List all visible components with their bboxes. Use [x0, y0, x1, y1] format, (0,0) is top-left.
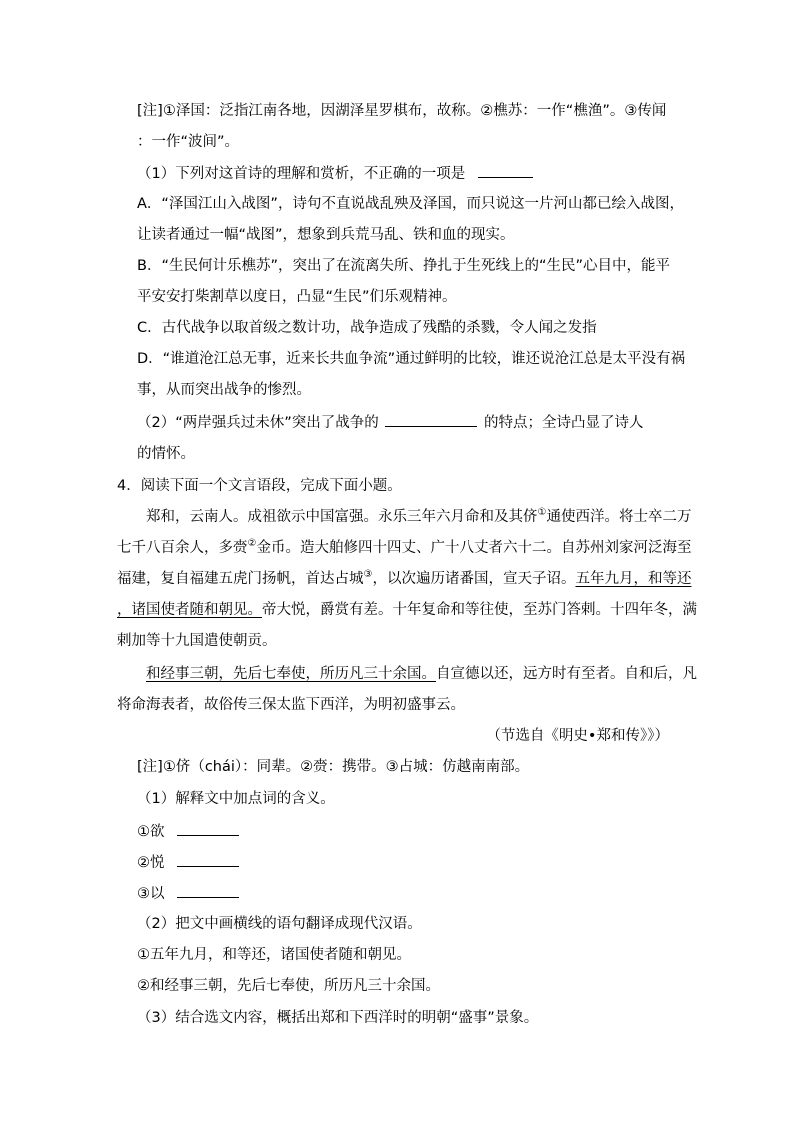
passage-text: 七千八百余人，多赍: [117, 540, 248, 556]
translate-item-2: ②和经事三朝，先后七奉使，所历凡三十余国。: [137, 978, 440, 994]
option-c-line1: C．古代战争以取首级之数计功，战争造成了残酷的杀戮，令人闻之发指: [137, 320, 597, 336]
option-b-line1: B．“生民何计乐樵苏”，突出了在流离失所、挣扎于生死线上的“生民”心目中，能平: [137, 258, 670, 274]
footnote-marker-2: ②: [247, 538, 257, 550]
passage-source: （节选自《明史•郑和传》》）: [486, 728, 669, 744]
q3-sub1-text: （1）下列对这首诗的理解和赏析，不正确的一项是: [137, 166, 466, 182]
passage-p1-line2: [117, 538, 691, 558]
passage-p1-line5: 剌加等十九国遣使朝贡。: [117, 633, 277, 649]
q4-sub2-prompt: （2）把文中画横线的语句翻译成现代汉语。: [137, 916, 422, 932]
poem-note-line1: [注]①泽国：泛指江南各地，因湖泽星罗棋布，故称。②樵苏：一作“樵渔”。③传闻: [137, 103, 667, 119]
q3-sub1-answer-blank[interactable]: [478, 163, 533, 178]
word-answer-blank-3[interactable]: [177, 883, 239, 898]
passage-p1-line3: [117, 569, 691, 589]
word-item-3: [137, 883, 239, 904]
passage-p2-line1: [146, 664, 697, 684]
passage-p2-line2: 将命海表者，故俗传三保太监下西洋，为明初盛事云。: [117, 697, 465, 713]
q4-sub1-prompt: （1）解释文中加点词的含义。: [137, 791, 335, 807]
footnote-marker-1: ①: [537, 507, 547, 519]
poem-note-line2: ：一作“波间”。: [137, 134, 240, 150]
underlined-sentence-1a: 五年九月，和等还: [575, 571, 692, 587]
word-label: ②悦: [137, 855, 165, 871]
underlined-sentence-1b: ，诸国使者随和朝见。: [117, 602, 262, 618]
q3-sub2-line2: 的情怀。: [137, 446, 195, 462]
underlined-sentence-2: 和经事三朝，先后七奉使，所历凡三十余国。: [146, 666, 436, 682]
passage-text: 通使西洋。将士卒二万: [546, 509, 692, 525]
option-d-line1: D．“谁道沧江总无事，近来长共血争流”通过鲜明的比较，谁还说沧江总是太平没有祸: [137, 351, 686, 367]
q3-sub2-text-b: 的特点；全诗凸显了诗人: [483, 415, 644, 431]
option-d-line2: 事，从而突出战争的惨烈。: [137, 382, 311, 398]
word-item-2: [137, 852, 239, 873]
q3-sub1-prompt: [137, 163, 533, 184]
passage-text: 帝大悦，爵赏有差。十年复命和等往使，至苏门答剌。十四年冬，满: [262, 602, 697, 618]
q4-heading: 4．阅读下面一个文言语段，完成下面小题。: [117, 478, 402, 494]
word-item-1: [137, 821, 239, 842]
option-a-line1: A．“泽国江山入战图”，诗句不直说战乱殃及泽国，而只说这一片河山都已绘入战图，: [137, 196, 684, 212]
word-answer-blank-1[interactable]: [177, 821, 239, 836]
word-label: ③以: [137, 886, 165, 902]
word-label: ①欲: [137, 824, 165, 840]
passage-text: 郑和，云南人。成祖欲示中国富强。永乐三年六月命和及其侪: [146, 509, 538, 525]
translate-item-1: ①五年九月，和等还，诸国使者随和朝见。: [137, 947, 411, 963]
option-a-line2: 让读者通过一幅“战图”，想象到兵荒马乱、铁和血的现实。: [137, 227, 515, 243]
passage-text: 自宣德以还，远方时有至者。自和后，凡: [436, 666, 697, 682]
q3-sub2-text-a: （2）“两岸强兵过未休”突出了战争的: [137, 415, 379, 431]
passage-p1-line1: [146, 507, 691, 527]
q4-sub3-prompt: （3）结合选文内容，概括出郑和下西洋时的明朝“盛事”景象。: [137, 1010, 539, 1026]
passage-text: 金币。造大舶修四十四丈、广十八丈者六十二。自苏州刘家河泛海至: [256, 540, 692, 556]
option-b-line2: 平安安打柴割草以度日，凸显“生民”们乐观精神。: [137, 289, 457, 305]
passage-note: [注]①侪（chái）：同辈。②赍：携带。③占城：仿越南南部。: [137, 759, 530, 775]
footnote-marker-3: ③: [363, 569, 373, 581]
q3-sub2-answer-blank[interactable]: [385, 412, 477, 427]
passage-p1-line4: [117, 600, 697, 620]
word-answer-blank-2[interactable]: [177, 852, 239, 867]
passage-text: ，以次遍历诸番国，宣天子诏。: [372, 571, 576, 587]
q3-sub2-prompt: [137, 412, 643, 433]
passage-text: 福建，复自福建五虎门扬帆，首达占城: [117, 571, 364, 587]
